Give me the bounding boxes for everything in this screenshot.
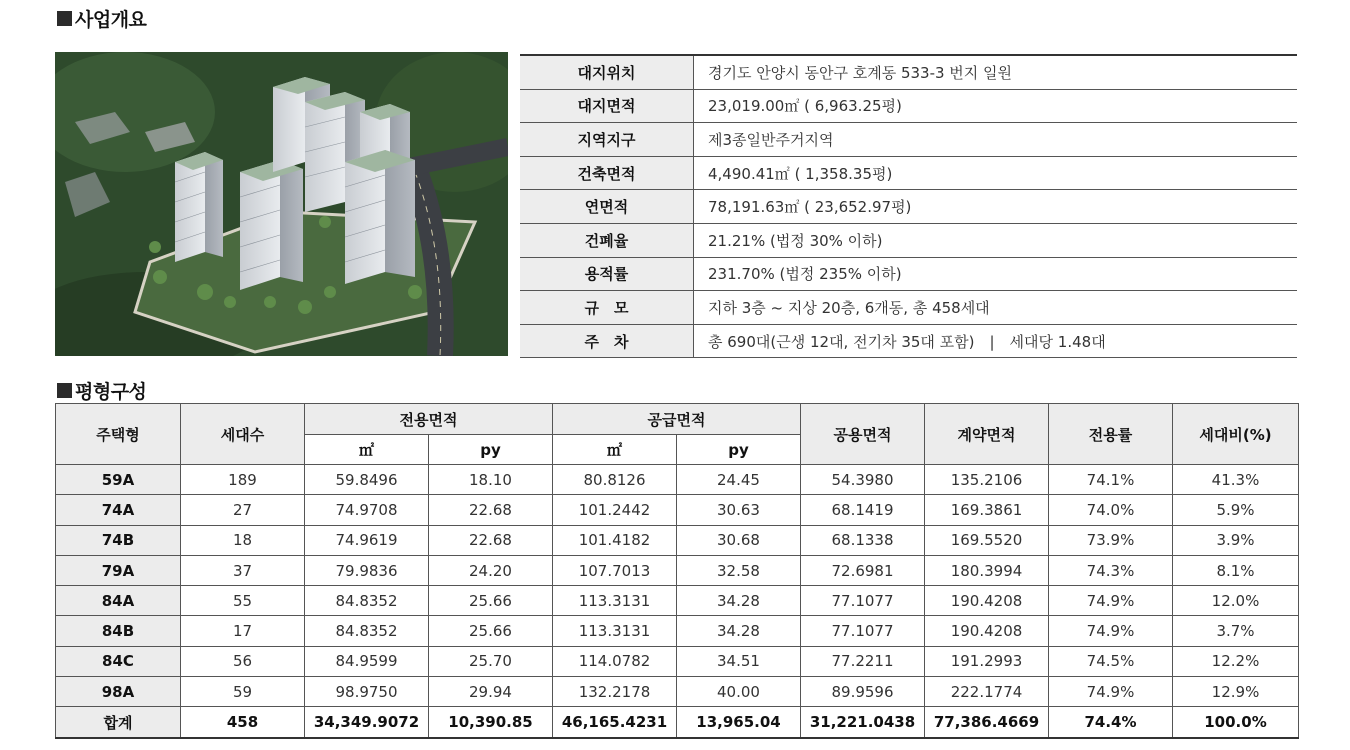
header-supply-py: py xyxy=(677,435,801,465)
overview-row xyxy=(520,257,1297,291)
total-exclusive-ratio: 74.4% xyxy=(1049,707,1173,738)
overview-value: 총 690대(근생 12대, 전기차 35대 포함) | 세대당 1.48대 xyxy=(694,324,1298,358)
overview-label: 대지면적 xyxy=(520,89,694,123)
cell-common-area: 89.9596 xyxy=(801,677,925,707)
cell-exclusive-ratio: 74.9% xyxy=(1049,586,1173,616)
cell-supply-sqm: 80.8126 xyxy=(553,465,677,495)
overview-row xyxy=(520,324,1297,358)
cell-common-area: 54.3980 xyxy=(801,465,925,495)
cell-exclusive-sqm: 84.8352 xyxy=(305,616,429,646)
units-title-text: 평형구성 xyxy=(75,381,147,403)
cell-households: 37 xyxy=(181,555,305,585)
cell-common-area: 77.2211 xyxy=(801,646,925,676)
header-contract-area: 계약면적 xyxy=(925,404,1049,465)
cell-contract-area: 135.2106 xyxy=(925,465,1049,495)
cell-household-share: 12.2% xyxy=(1173,646,1299,676)
cell-contract-area: 190.4208 xyxy=(925,586,1049,616)
overview-label: 주 차 xyxy=(520,324,694,358)
overview-label: 건폐율 xyxy=(520,223,694,257)
cell-household-share: 41.3% xyxy=(1173,465,1299,495)
cell-supply-py: 24.45 xyxy=(677,465,801,495)
cell-supply-sqm: 107.7013 xyxy=(553,555,677,585)
cell-common-area: 77.1077 xyxy=(801,586,925,616)
table-row xyxy=(56,677,1299,707)
cell-household-share: 3.9% xyxy=(1173,525,1299,555)
total-type: 합계 xyxy=(56,707,181,738)
cell-contract-area: 169.3861 xyxy=(925,495,1049,525)
cell-exclusive-py: 22.68 xyxy=(429,525,553,555)
cell-type: 98A xyxy=(56,677,181,707)
cell-exclusive-ratio: 74.9% xyxy=(1049,616,1173,646)
overview-row xyxy=(520,123,1297,157)
cell-supply-py: 32.58 xyxy=(677,555,801,585)
cell-exclusive-py: 25.66 xyxy=(429,586,553,616)
overview-label: 규 모 xyxy=(520,291,694,325)
cell-exclusive-py: 24.20 xyxy=(429,555,553,585)
cell-contract-area: 191.2993 xyxy=(925,646,1049,676)
total-supply-py: 13,965.04 xyxy=(677,707,801,738)
cell-exclusive-py: 25.66 xyxy=(429,616,553,646)
header-supply-sqm: ㎡ xyxy=(553,435,677,465)
cell-household-share: 3.7% xyxy=(1173,616,1299,646)
total-household-share: 100.0% xyxy=(1173,707,1299,738)
overview-row xyxy=(520,55,1297,89)
overview-title-text: 사업개요 xyxy=(75,9,147,31)
cell-exclusive-sqm: 84.8352 xyxy=(305,586,429,616)
cell-type: 74A xyxy=(56,495,181,525)
total-row xyxy=(56,707,1299,738)
total-households: 458 xyxy=(181,707,305,738)
overview-table xyxy=(520,54,1297,358)
cell-households: 56 xyxy=(181,646,305,676)
cell-common-area: 68.1338 xyxy=(801,525,925,555)
cell-exclusive-ratio: 74.1% xyxy=(1049,465,1173,495)
cell-type: 59A xyxy=(56,465,181,495)
overview-row xyxy=(520,89,1297,123)
header-common-area: 공용면적 xyxy=(801,404,925,465)
cell-households: 17 xyxy=(181,616,305,646)
cell-household-share: 12.9% xyxy=(1173,677,1299,707)
header-households: 세대수 xyxy=(181,404,305,465)
overview-value: 4,490.41㎡ ( 1,358.35평) xyxy=(694,156,1298,190)
table-row xyxy=(56,495,1299,525)
overview-row xyxy=(520,291,1297,325)
header-exclusive-py: py xyxy=(429,435,553,465)
cell-households: 18 xyxy=(181,525,305,555)
table-row xyxy=(56,586,1299,616)
cell-type: 84A xyxy=(56,586,181,616)
cell-households: 189 xyxy=(181,465,305,495)
overview-row xyxy=(520,223,1297,257)
overview-row xyxy=(520,190,1297,224)
cell-type: 79A xyxy=(56,555,181,585)
overview-section-title xyxy=(57,5,146,32)
overview-value: 21.21% (법정 30% 이하) xyxy=(694,223,1298,257)
overview-value: 지하 3층 ~ 지상 20층, 6개동, 총 458세대 xyxy=(694,291,1298,325)
total-exclusive-sqm: 34,349.9072 xyxy=(305,707,429,738)
cell-exclusive-sqm: 79.9836 xyxy=(305,555,429,585)
cell-common-area: 72.6981 xyxy=(801,555,925,585)
cell-contract-area: 169.5520 xyxy=(925,525,1049,555)
units-section-title xyxy=(57,377,146,404)
cell-exclusive-sqm: 74.9708 xyxy=(305,495,429,525)
cell-supply-py: 34.28 xyxy=(677,616,801,646)
cell-supply-py: 30.63 xyxy=(677,495,801,525)
cell-exclusive-sqm: 84.9599 xyxy=(305,646,429,676)
overview-label: 건축면적 xyxy=(520,156,694,190)
overview-value: 제3종일반주거지역 xyxy=(694,123,1298,157)
cell-type: 84B xyxy=(56,616,181,646)
header-exclusive-sqm: ㎡ xyxy=(305,435,429,465)
cell-exclusive-sqm: 74.9619 xyxy=(305,525,429,555)
overview-label: 대지위치 xyxy=(520,55,694,89)
table-row xyxy=(56,465,1299,495)
square-bullet-icon xyxy=(57,383,72,398)
cell-exclusive-sqm: 98.9750 xyxy=(305,677,429,707)
cell-type: 84C xyxy=(56,646,181,676)
cell-exclusive-ratio: 74.5% xyxy=(1049,646,1173,676)
cell-contract-area: 190.4208 xyxy=(925,616,1049,646)
table-row xyxy=(56,525,1299,555)
cell-exclusive-ratio: 74.9% xyxy=(1049,677,1173,707)
cell-exclusive-py: 29.94 xyxy=(429,677,553,707)
table-row xyxy=(56,616,1299,646)
total-common-area: 31,221.0438 xyxy=(801,707,925,738)
cell-exclusive-sqm: 59.8496 xyxy=(305,465,429,495)
header-exclusive-ratio: 전용률 xyxy=(1049,404,1173,465)
total-contract-area: 77,386.4669 xyxy=(925,707,1049,738)
total-exclusive-py: 10,390.85 xyxy=(429,707,553,738)
cell-supply-sqm: 132.2178 xyxy=(553,677,677,707)
cell-exclusive-py: 22.68 xyxy=(429,495,553,525)
header-household-share: 세대비(%) xyxy=(1173,404,1299,465)
cell-exclusive-py: 18.10 xyxy=(429,465,553,495)
overview-value: 78,191.63㎡ ( 23,652.97평) xyxy=(694,190,1298,224)
overview-value: 경기도 안양시 동안구 호계동 533-3 번지 일원 xyxy=(694,55,1298,89)
cell-exclusive-ratio: 74.0% xyxy=(1049,495,1173,525)
cell-supply-sqm: 101.2442 xyxy=(553,495,677,525)
total-supply-sqm: 46,165.4231 xyxy=(553,707,677,738)
cell-supply-sqm: 113.3131 xyxy=(553,586,677,616)
cell-household-share: 5.9% xyxy=(1173,495,1299,525)
cell-supply-sqm: 113.3131 xyxy=(553,616,677,646)
cell-supply-py: 34.28 xyxy=(677,586,801,616)
cell-type: 74B xyxy=(56,525,181,555)
cell-supply-sqm: 114.0782 xyxy=(553,646,677,676)
header-exclusive-area: 전용면적 xyxy=(305,404,553,435)
cell-households: 27 xyxy=(181,495,305,525)
cell-common-area: 77.1077 xyxy=(801,616,925,646)
cell-supply-py: 34.51 xyxy=(677,646,801,676)
complex-rendering-image xyxy=(55,52,508,356)
cell-exclusive-py: 25.70 xyxy=(429,646,553,676)
square-bullet-icon xyxy=(57,11,72,26)
table-row xyxy=(56,646,1299,676)
unit-composition-table xyxy=(55,403,1299,739)
cell-household-share: 12.0% xyxy=(1173,586,1299,616)
header-type: 주택형 xyxy=(56,404,181,465)
cell-common-area: 68.1419 xyxy=(801,495,925,525)
cell-exclusive-ratio: 74.3% xyxy=(1049,555,1173,585)
cell-supply-py: 30.68 xyxy=(677,525,801,555)
table-row xyxy=(56,555,1299,585)
cell-contract-area: 222.1774 xyxy=(925,677,1049,707)
overview-label: 연면적 xyxy=(520,190,694,224)
overview-value: 231.70% (법정 235% 이하) xyxy=(694,257,1298,291)
cell-exclusive-ratio: 73.9% xyxy=(1049,525,1173,555)
overview-label: 지역지구 xyxy=(520,123,694,157)
cell-contract-area: 180.3994 xyxy=(925,555,1049,585)
cell-supply-py: 40.00 xyxy=(677,677,801,707)
cell-households: 59 xyxy=(181,677,305,707)
cell-supply-sqm: 101.4182 xyxy=(553,525,677,555)
cell-households: 55 xyxy=(181,586,305,616)
overview-row xyxy=(520,156,1297,190)
header-supply-area: 공급면적 xyxy=(553,404,801,435)
overview-value: 23,019.00㎡ ( 6,963.25평) xyxy=(694,89,1298,123)
cell-household-share: 8.1% xyxy=(1173,555,1299,585)
overview-label: 용적률 xyxy=(520,257,694,291)
